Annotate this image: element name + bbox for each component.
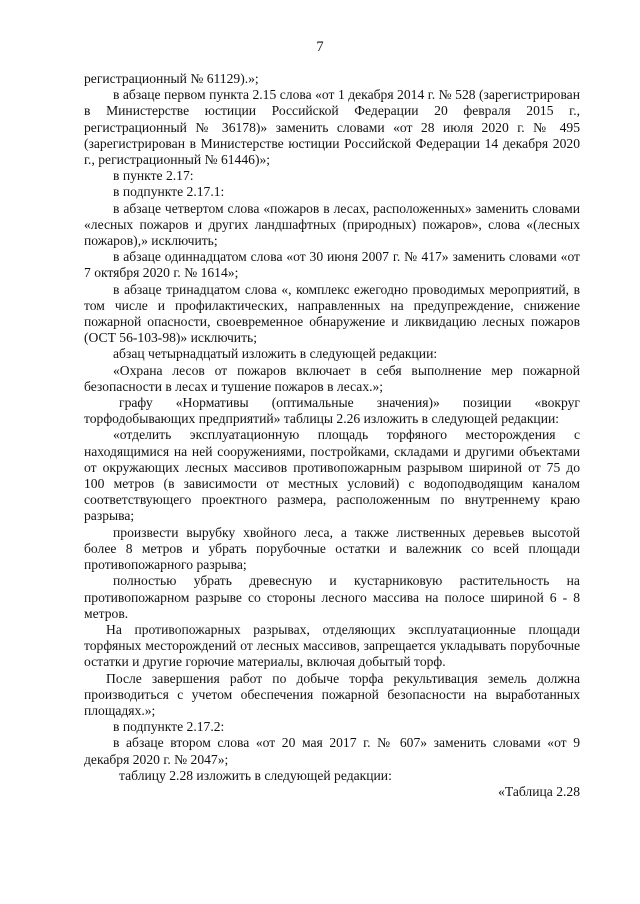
- paragraph-10: «отделить эксплуатационную площадь торфяного месторождения с находящимися на ней сооружениями, постройками, складами и другими объектами от окружающих лесных массивов противопожарным разрывом шириной от 75 до 100 метров (в зависимости от местных условий) с водоподводящим каналом соответствующего проектного размера, расположенным по внутреннему краю разрыва;: [84, 427, 580, 524]
- paragraph-1: в абзаце первом пункта 2.15 слова «от 1 декабря 2014 г. № 528 (зарегистрирован в Министерстве юстиции Российской Федерации 20 февраля 2015 г., регистрационный № 36178)» заменить словами «от 28 июля 2020 г. № 495 (зарегистрирован в Министерстве юстиции Российской Федерации 14 декабря 2020 г., регистрационный № 61446)»;: [84, 87, 580, 168]
- spaced-line-vegetation: [84, 573, 580, 589]
- spaced-word: полностью: [113, 573, 177, 589]
- spaced-word: убрать: [193, 573, 232, 589]
- spaced-word: «вокруг: [534, 395, 580, 411]
- spaced-word: значения)»: [376, 395, 440, 411]
- paragraph-7: абзац четырнадцатый изложить в следующей редакции:: [113, 346, 438, 362]
- spaced-word: «Нормативы: [175, 395, 249, 411]
- paragraph-17: таблицу 2.28 изложить в следующей редакции:: [119, 767, 392, 783]
- paragraph-12: противопожарном разрыве со стороны лесного массива на полосе шириной 6 - 8 метров.: [84, 589, 580, 621]
- document-body: [84, 71, 580, 800]
- spaced-word: (оптимальные: [271, 395, 354, 411]
- spaced-word: и: [329, 573, 337, 589]
- paragraph-8: «Охрана лесов от пожаров включает в себя выполнение мер пожарной безопасности в лесах и тушение пожаров в лесах.»;: [84, 362, 580, 394]
- paragraph-15: в подпункте 2.17.2:: [113, 719, 225, 735]
- paragraph-16: в абзаце втором слова «от 20 мая 2017 г. № 607» заменить словами «от 9 декабря 2020 г. № 2047»;: [84, 735, 580, 767]
- page-number: 7: [316, 39, 324, 55]
- spaced-word: древесную: [249, 573, 312, 589]
- paragraph-2: в пункте 2.17:: [113, 168, 194, 184]
- paragraph-11: произвести вырубку хвойного леса, а также лиственных деревьев высотой более 8 метров и убрать порубочные остатки и валежник со всей площади противопожарного разрыва;: [84, 524, 580, 573]
- table-caption: «Таблица 2.28: [498, 783, 580, 799]
- paragraph-9: торфодобывающих предприятий» таблицы 2.26 изложить в следующей редакции:: [84, 411, 560, 427]
- paragraph-4: в абзаце четвертом слова «пожаров в лесах, расположенных» заменить словами «лесных пожаров и других ландшафтных (природных) пожаров», слова «(лесных пожаров),» исключить;: [84, 200, 580, 249]
- paragraph-5: в абзаце одиннадцатом слова «от 30 июня 2007 г. № 417» заменить словами «от 7 октября 2020 г. № 1614»;: [84, 249, 580, 281]
- paragraph-0: регистрационный № 61129).»;: [84, 71, 259, 86]
- paragraph-13: На противопожарных разрывах, отделяющих эксплуатационные площади торфяных месторождений от лесных массивов, запрещается укладывать порубочные остатки и другие горючие материалы, включая добытый торф.: [84, 621, 580, 670]
- spaced-word: графу: [119, 395, 153, 411]
- spaced-word: кустарниковую: [353, 573, 443, 589]
- spaced-word: позиции: [462, 395, 512, 411]
- paragraph-3: в подпункте 2.17.1:: [113, 184, 225, 200]
- spaced-line-column: [84, 395, 580, 411]
- paragraph-14: После завершения работ по добыче торфа рекультивация земель должна производиться с учетом обеспечения пожарной безопасности на выработанных площадях.»;: [84, 670, 580, 718]
- spaced-word: растительность: [459, 573, 550, 589]
- spaced-word: на: [566, 573, 580, 589]
- paragraph-6: в абзаце тринадцатом слова «, комплекс ежегодно проводимых мероприятий, в том числе и профилактических, направленных на предупреждение, снижение пожарной опасности, своевременное обнаружение и ликвидацию лесных пожаров (ОСТ 56-103-98)» исключить;: [84, 281, 580, 346]
